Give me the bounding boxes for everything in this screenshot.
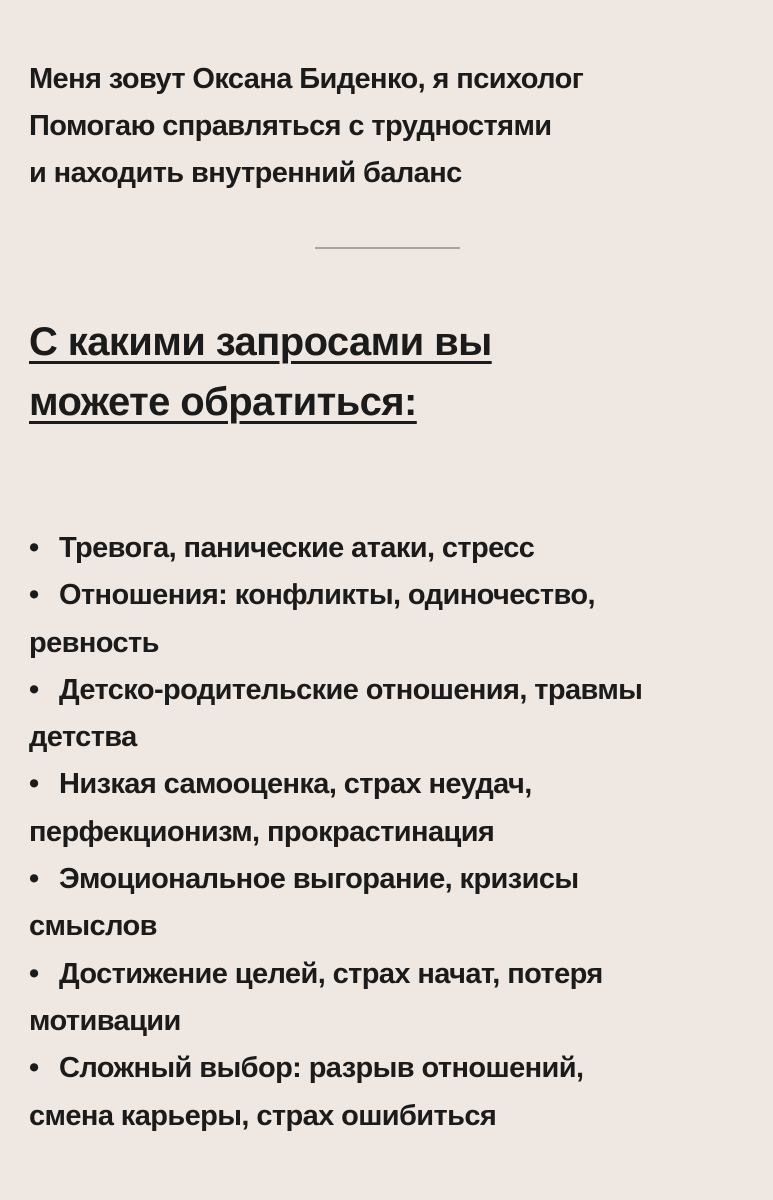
bullet-icon: • (29, 957, 39, 990)
bullet-icon: • (29, 532, 39, 564)
intro-line: Меня зовут Оксана Биденко, я психолог (29, 63, 584, 95)
request-list (29, 525, 759, 1140)
intro-line: и находить внутренний баланс (29, 157, 462, 189)
list-item: • Эмоциональное выгорание, кризисы смыслов (29, 856, 759, 951)
section-divider (315, 247, 460, 249)
heading-line: С какими запросами вы (29, 320, 492, 364)
bullet-icon: • (29, 673, 39, 706)
list-item: • Детско-родительские отношения, травмы детства (29, 667, 759, 762)
heading-line: можете обратиться: (29, 380, 417, 424)
bullet-icon: • (29, 768, 39, 801)
list-item: • Сложный выбор: разрыв отношений, смена карьеры, страх ошибиться (29, 1045, 759, 1140)
list-item: • Достижение целей, страх начат, потеря мотивации (29, 951, 759, 1046)
bullet-icon: • (29, 863, 39, 896)
bullet-icon: • (29, 579, 39, 612)
intro-text (29, 56, 749, 197)
bullet-icon: • (29, 1052, 39, 1085)
list-item: • Отношения: конфликты, одиночество, ревность (29, 572, 759, 667)
list-item: • Тревога, панические атаки, стресс (29, 525, 759, 572)
intro-line: Помогаю справляться с трудностями (29, 110, 552, 142)
section-heading (29, 312, 749, 432)
list-item: • Низкая самооценка, страх неудач, перфекционизм, прокрастинация (29, 761, 759, 856)
